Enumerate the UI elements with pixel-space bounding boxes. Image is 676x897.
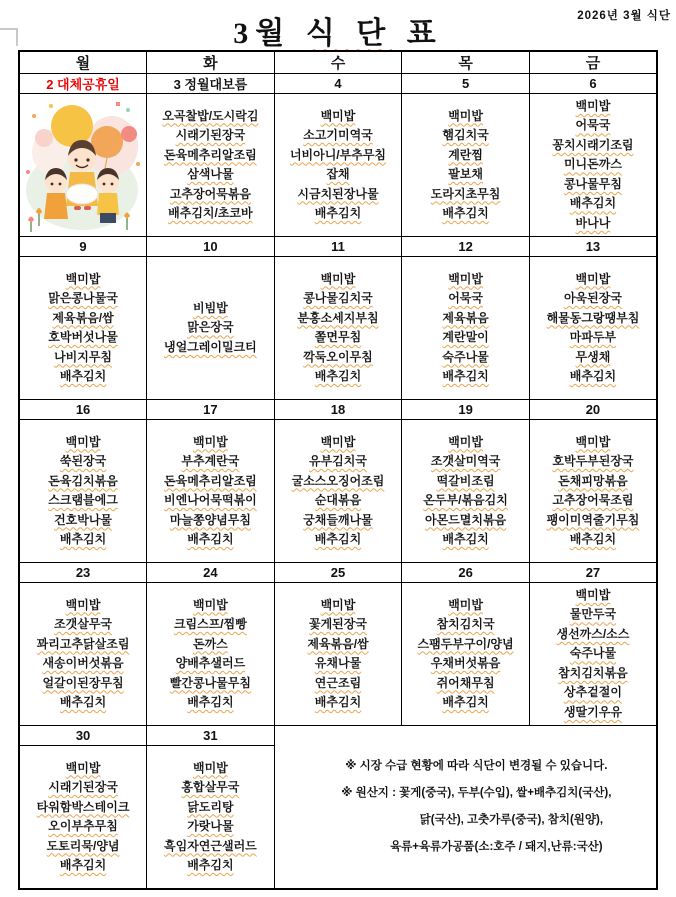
menu-item: 생선까스/소스 (556, 626, 630, 641)
day-header: 월 (19, 51, 147, 74)
menu-item: 아욱된장국 (563, 291, 622, 305)
menu-item: 얼갈이된장무침 (42, 675, 124, 690)
menu-item: 무생채 (575, 349, 611, 364)
menu-item: 연근조림 (314, 675, 362, 690)
date-cell: 10 (147, 237, 275, 257)
menu-item: 제육볶음 (442, 310, 489, 325)
date-cell: 12 (402, 237, 530, 257)
menu-item: 조갯살무국 (54, 617, 113, 631)
menu-item: 마파두부 (569, 330, 617, 344)
menu-item: 돈채피망볶음 (558, 473, 628, 488)
date-cell: 20 (529, 400, 657, 420)
menu-cell (147, 94, 275, 237)
menu-item: 백미밥 (575, 271, 611, 286)
menu-item: 떡갈비조림 (436, 473, 495, 488)
date-cell: 27 (529, 563, 657, 583)
menu-item: 삼색나물 (187, 167, 234, 181)
menu-item: 배추김치 (569, 369, 617, 383)
menu-item: 배추김치 (442, 532, 489, 546)
day-header: 금 (529, 51, 657, 74)
menu-cell (529, 257, 657, 400)
menu-cell (529, 583, 657, 726)
menu-item: 배추김치 (314, 532, 362, 546)
menu-item: 배추김치 (187, 532, 234, 546)
menu-item: 시금치된장나물 (297, 186, 379, 201)
illustration-cell (19, 94, 147, 237)
menu-item: 백미밥 (575, 434, 611, 449)
page-title-suffix: 표 (392, 17, 443, 50)
date-cell: 24 (147, 563, 275, 583)
page-title-marked: 식 단 (305, 17, 393, 50)
day-header-row (19, 51, 657, 74)
menu-item: 햄김치국 (442, 128, 489, 142)
menu-item: 굴소스오징어조림 (291, 473, 385, 488)
menu-item: 꽁치시래기조림 (552, 137, 634, 152)
menu-cell (147, 746, 275, 890)
menu-item: 바나나 (575, 215, 611, 230)
doc-label: 2026년 3월 식단 (577, 10, 671, 22)
menu-item: 나비지무침 (54, 349, 113, 364)
menu-cell (274, 583, 402, 726)
menu-item: 시래기된장국 (48, 780, 118, 794)
menu-item: 콩나물무침 (563, 176, 622, 191)
menu-item: 너비아니/부추무침 (289, 147, 387, 162)
menu-item: 오이부추무침 (48, 819, 118, 833)
menu-item: 미니돈까스 (563, 157, 622, 172)
menu-item: 쑥된장국 (59, 454, 107, 468)
menu-item: 맑은장국 (187, 320, 234, 335)
menu-item: 홍합살무국 (181, 780, 240, 794)
menu-item: 백미밥 (65, 271, 101, 286)
day-header: 화 (147, 51, 275, 74)
menu-item: 시래기된장국 (175, 128, 246, 142)
menu-row (19, 94, 657, 237)
date-cell: 30 (19, 726, 147, 746)
menu-item: 아몬드멸치볶음 (425, 512, 507, 527)
menu-item: 고추장어묵볶음 (169, 186, 251, 201)
menu-item: 쫄면무침 (314, 330, 362, 344)
menu-item: 계란찜 (448, 147, 483, 162)
date-cell: 31 (147, 726, 275, 746)
menu-item: 새송이버섯볶음 (42, 656, 124, 670)
menu-item: 닭도리탕 (187, 799, 234, 814)
menu-cell (529, 420, 657, 563)
date-cell: 18 (274, 400, 402, 420)
notice-line: 닭(국산), 고춧가루(중국), 참치(원양), (419, 814, 604, 826)
menu-item: 배추김치 (569, 196, 617, 211)
date-cell: 6 (529, 74, 657, 94)
menu-cell (402, 420, 530, 563)
menu-item: 백미밥 (320, 108, 356, 123)
menu-item: 백미밥 (448, 434, 483, 449)
children-with-balloons-illustration (20, 94, 145, 236)
menu-item: 배추김치 (442, 695, 489, 709)
menu-item: 크림스프/찜빵 (173, 617, 247, 631)
menu-cell (274, 94, 402, 237)
menu-item: 돈육메추리알조림 (164, 473, 257, 488)
menu-cell (274, 420, 402, 563)
page-title-prefix: 3월 (233, 17, 306, 50)
menu-row (19, 257, 657, 400)
date-cell: 13 (529, 237, 657, 257)
notice-line: ※ 시장 수급 현황에 따라 식단이 변경될 수 있습니다. (345, 760, 608, 772)
date-row (19, 237, 657, 257)
menu-item: 배추김치 (59, 858, 107, 872)
date-cell: 2 대체공휴일 (19, 74, 147, 94)
menu-cell (402, 257, 530, 400)
date-cell: 17 (147, 400, 275, 420)
menu-item: 궁채들깨나물 (303, 512, 373, 527)
menu-item: 맑은콩나물국 (48, 291, 118, 305)
calendar-table (18, 50, 658, 890)
menu-cell (402, 583, 530, 726)
menu-item: 스크램블에그 (48, 493, 118, 507)
date-row (19, 563, 657, 583)
menu-item: 참치김치국 (436, 617, 495, 631)
notice-cell (274, 726, 657, 890)
menu-item: 해물동그랑땡부침 (546, 310, 640, 325)
menu-item: 고추장어묵조림 (552, 493, 634, 507)
date-cell: 16 (19, 400, 147, 420)
menu-cell (19, 420, 147, 563)
menu-item: 호박두부된장국 (552, 454, 634, 468)
menu-cell (147, 257, 275, 400)
menu-item: 팽이미역줄기무침 (546, 512, 640, 527)
menu-item: 배추김치 (314, 369, 362, 383)
notice-line: ※ 원산지 : 꽃게(중국), 두부(수입), 쌀+배추김치(국산), (341, 787, 612, 799)
menu-cell (19, 257, 147, 400)
date-cell: 5 (402, 74, 530, 94)
menu-item: 콩나물김치국 (303, 291, 373, 305)
menu-item: 냉얼그레이밀크티 (164, 339, 257, 354)
menu-cell (19, 746, 147, 890)
menu-item: 백미밥 (193, 760, 228, 775)
menu-item: 오곡찰밥/도시락김 (162, 108, 259, 123)
date-cell: 26 (402, 563, 530, 583)
menu-item: 비엔나어묵떡볶이 (164, 493, 257, 507)
menu-item: 백미밥 (193, 434, 228, 449)
menu-item: 유채나물 (314, 656, 362, 670)
menu-cell (274, 257, 402, 400)
menu-item: 참치김치볶음 (558, 665, 628, 680)
menu-item: 백미밥 (320, 434, 356, 449)
menu-row (19, 420, 657, 563)
menu-cell (147, 583, 275, 726)
menu-item: 도토리묵/양념 (46, 838, 120, 853)
menu-item: 건호박나물 (54, 512, 113, 527)
menu-item: 배추김치 (59, 369, 107, 383)
menu-cell (529, 94, 657, 237)
menu-row (19, 583, 657, 726)
menu-item: 온두부/볶음김치 (423, 493, 508, 507)
date-cell: 25 (274, 563, 402, 583)
menu-item: 양배추샐러드 (175, 656, 246, 670)
page-title (0, 8, 676, 52)
menu-item: 배추김치/초코바 (168, 206, 253, 220)
date-cell: 4 (274, 74, 402, 94)
date-cell: 19 (402, 400, 530, 420)
menu-item: 비빔밥 (193, 300, 228, 315)
menu-item: 백미밥 (448, 108, 483, 123)
menu-item: 배추김치 (314, 695, 362, 709)
menu-item: 어묵국 (448, 291, 483, 305)
menu-item: 배추김치 (442, 206, 489, 220)
menu-item: 스팸두부구이/양념 (417, 636, 514, 651)
menu-item: 배추김치 (314, 206, 362, 220)
date-cell (147, 74, 275, 94)
menu-item: 백미밥 (320, 271, 356, 286)
menu-item: 백미밥 (193, 597, 228, 612)
menu-item: 빨간콩나물무침 (169, 675, 251, 690)
menu-item: 타워함박스테이크 (36, 799, 130, 814)
menu-item: 백미밥 (65, 597, 101, 612)
menu-item: 어묵국 (575, 118, 611, 133)
menu-item: 부추계란국 (181, 454, 240, 468)
menu-item: 쥐어채무침 (436, 675, 495, 690)
menu-item: 백미밥 (65, 760, 101, 775)
menu-item: 도라지초무침 (430, 186, 501, 201)
menu-item: 계란말이 (442, 330, 489, 344)
menu-item: 배추김치 (59, 695, 107, 709)
menu-item: 호박버섯나물 (48, 330, 118, 344)
date-label: 3 정월대보름 (173, 77, 248, 92)
menu-item: 가랏나물 (187, 819, 234, 833)
menu-item: 돈육메추리알조림 (164, 147, 257, 162)
menu-item: 물만두국 (569, 607, 617, 622)
menu-item: 마늘쫑양념무침 (169, 512, 251, 527)
menu-item: 배추김치 (187, 858, 234, 872)
date-row (19, 400, 657, 420)
date-row (19, 74, 657, 94)
menu-item: 숙주나물 (442, 349, 489, 364)
menu-item: 배추김치 (442, 369, 489, 383)
menu-item: 깍둑오이무침 (303, 349, 373, 364)
date-cell: 11 (274, 237, 402, 257)
menu-item: 꽃게된장국 (309, 617, 367, 631)
menu-item: 숙주나물 (569, 646, 617, 661)
menu-item: 백미밥 (448, 271, 483, 286)
menu-cell (19, 583, 147, 726)
day-header: 수 (274, 51, 402, 74)
menu-item: 돈육김치볶음 (48, 473, 118, 488)
notice-line: 육류+육류가공품(소:호주 / 돼지,난류:국산) (390, 841, 603, 853)
menu-item: 꽈리고추닭살조림 (36, 636, 130, 651)
menu-item: 제육볶음/쌈 (52, 310, 114, 325)
menu-item: 잡채 (326, 167, 350, 181)
menu-item: 배추김치 (59, 532, 107, 546)
menu-item: 배추김치 (569, 532, 617, 546)
menu-item: 돈까스 (193, 636, 228, 651)
menu-item: 유부김치국 (309, 454, 367, 468)
menu-item: 생딸기우유 (563, 704, 622, 719)
menu-item: 배추김치 (187, 695, 234, 709)
date-cell: 9 (19, 237, 147, 257)
menu-cell (147, 420, 275, 563)
day-header: 목 (402, 51, 530, 74)
menu-item: 흑임자연근샐러드 (164, 838, 257, 853)
menu-item: 팔보채 (448, 167, 483, 181)
date-row (19, 726, 657, 746)
calendar-body (19, 51, 657, 889)
menu-item: 조갯살미역국 (430, 454, 501, 468)
menu-cell (402, 94, 530, 237)
menu-item: 분홍소세지부침 (297, 310, 379, 325)
menu-item: 백미밥 (575, 587, 611, 602)
date-cell: 23 (19, 563, 147, 583)
menu-item: 제육볶음/쌈 (307, 636, 369, 651)
menu-item: 우채버섯볶음 (430, 656, 501, 670)
menu-item: 백미밥 (575, 98, 611, 113)
menu-item: 상추겉절이 (563, 685, 622, 700)
menu-item: 백미밥 (65, 434, 101, 449)
menu-item: 순대볶음 (314, 493, 362, 507)
menu-item: 백미밥 (320, 597, 356, 612)
menu-item: 소고기미역국 (303, 128, 373, 142)
menu-item: 백미밥 (448, 597, 483, 612)
